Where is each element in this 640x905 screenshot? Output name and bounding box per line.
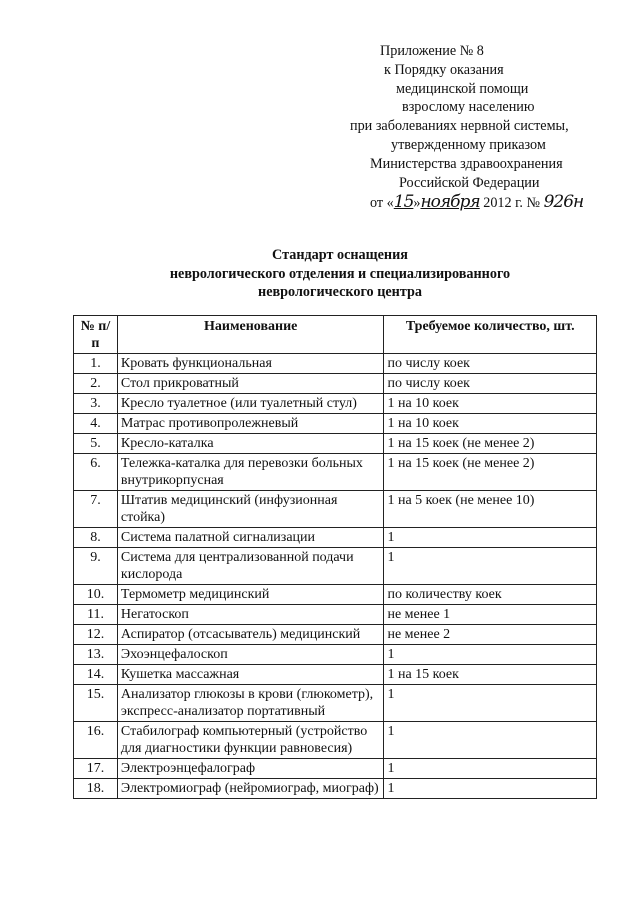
appendix-line: взрослому населению [402,99,535,116]
row-name: Кресло туалетное (или туалетный стул) [117,394,384,414]
row-name: Аспиратор (отсасыватель) медицинский [117,625,384,645]
row-number: 6. [74,454,118,491]
table-row [74,374,597,394]
row-quantity: не менее 2 [384,625,597,645]
row-quantity: 1 на 10 коек [384,394,597,414]
row-name: Анализатор глюкозы в крови (глюкометр), экспресс-анализатор портативный [117,685,384,722]
table-row [74,665,597,685]
date-day-handwritten: 15 [393,192,414,213]
row-quantity: 1 [384,548,597,585]
appendix-line: Министерства здравоохранения [370,155,563,172]
row-name: Кровать функциональная [117,354,384,374]
row-number: 16. [74,722,118,759]
appendix-line: при заболеваниях нервной системы, [350,118,569,135]
row-number: 3. [74,394,118,414]
row-name: Кресло-каталка [117,434,384,454]
row-quantity: 1 [384,645,597,665]
row-name: Тележка-каталка для перевозки больных внутрикорпусная [117,454,384,491]
order-number-handwritten: 926н [543,192,584,213]
row-name: Термометр медицинский [117,585,384,605]
row-quantity: 1 на 15 коек (не менее 2) [384,454,597,491]
row-number: 10. [74,585,118,605]
row-name: Негатоскоп [117,605,384,625]
row-quantity: не менее 1 [384,605,597,625]
row-number: 18. [74,779,118,799]
table-row [74,414,597,434]
table-header-row [74,316,597,354]
appendix-line: Российской Федерации [399,174,540,191]
row-quantity: по количеству коек [384,585,597,605]
row-name: Эхоэнцефалоскоп [117,645,384,665]
row-number: 2. [74,374,118,394]
row-number: 14. [74,665,118,685]
row-number: 9. [74,548,118,585]
row-number: 13. [74,645,118,665]
row-number: 4. [74,414,118,434]
row-quantity: 1 на 10 коек [384,414,597,434]
row-quantity: 1 на 15 коек (не менее 2) [384,434,597,454]
row-quantity: 1 [384,685,597,722]
table-row [74,528,597,548]
table-row [74,548,597,585]
row-name: Стабилограф компьютерный (устройство для диагностики функции равновесия) [117,722,384,759]
order-date-line [300,193,600,213]
date-mid: » [413,195,421,212]
row-name: Система для централизованной подачи кислорода [117,548,384,585]
row-number: 11. [74,605,118,625]
table-row [74,491,597,528]
table-row [74,722,597,759]
row-number: 15. [74,685,118,722]
table-row [74,434,597,454]
table-row [74,685,597,722]
title-line: Стандарт оснащения [272,247,408,263]
date-year: 2012 г. № [483,195,541,212]
title-line: неврологического центра [258,284,422,300]
appendix-header [300,42,600,213]
document-title [120,246,560,302]
title-line: неврологического отделения и специализированного [169,265,511,282]
appendix-line: медицинской помощи [396,80,529,97]
appendix-line: Приложение № 8 [380,43,484,59]
header-num: № п/п [74,316,118,354]
table-row [74,759,597,779]
appendix-line: к Порядку оказания [384,61,504,78]
table-row [74,585,597,605]
row-number: 5. [74,434,118,454]
row-quantity: по числу коек [384,374,597,394]
equipment-table [73,315,597,799]
table-row [74,625,597,645]
header-name: Наименование [117,316,384,354]
header-qty: Требуемое количество, шт. [384,316,597,354]
row-number: 1. [74,354,118,374]
row-number: 17. [74,759,118,779]
row-quantity: по числу коек [384,354,597,374]
row-quantity: 1 [384,759,597,779]
table-row [74,645,597,665]
table-row [74,779,597,799]
row-name: Стол прикроватный [117,374,384,394]
appendix-line: утвержденному приказом [391,136,546,153]
row-name: Штатив медицинский (инфузионная стойка) [117,491,384,528]
date-month-handwritten: ноября [420,192,480,213]
row-quantity: 1 [384,722,597,759]
row-number: 12. [74,625,118,645]
row-name: Система палатной сигнализации [117,528,384,548]
row-quantity: 1 на 15 коек [384,665,597,685]
row-quantity: 1 [384,528,597,548]
date-prefix: от « [370,195,394,212]
table-row [74,454,597,491]
row-number: 8. [74,528,118,548]
table-row [74,394,597,414]
row-quantity: 1 [384,779,597,799]
table-row [74,354,597,374]
row-name: Кушетка массажная [117,665,384,685]
table-row [74,605,597,625]
row-name: Электроэнцефалограф [117,759,384,779]
row-number: 7. [74,491,118,528]
row-name: Электромиограф (нейромиограф, миограф) [117,779,384,799]
row-name: Матрас противопролежневый [117,414,384,434]
row-quantity: 1 на 5 коек (не менее 10) [384,491,597,528]
